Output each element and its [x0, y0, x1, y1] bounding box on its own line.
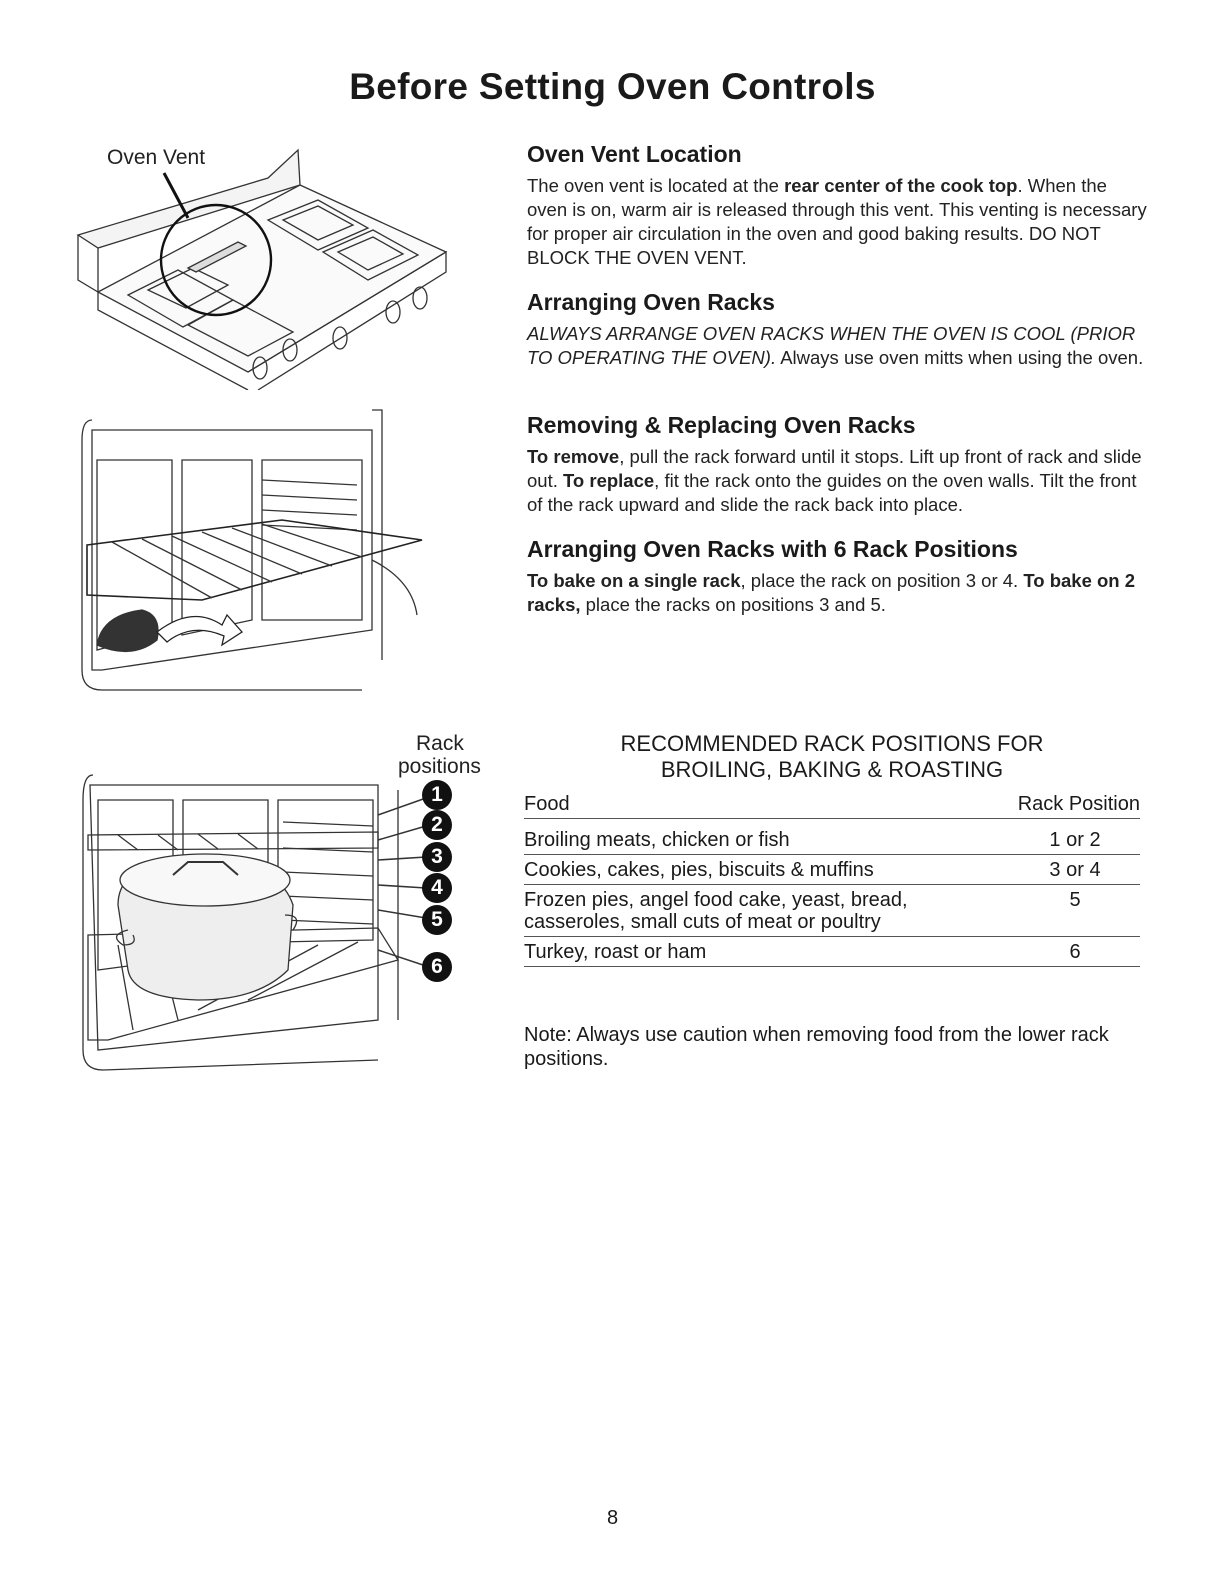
oven-rack-removal-illustration — [72, 400, 432, 700]
table-title-line1: RECOMMENDED RACK POSITIONS FOR — [620, 731, 1044, 756]
body-bold: To remove — [527, 446, 620, 467]
body-bold: To bake on 2 racks, — [527, 570, 1136, 615]
table-title — [524, 731, 1140, 783]
table-row — [524, 937, 1140, 967]
table-row — [524, 885, 1140, 937]
section-body — [527, 445, 1147, 517]
rack-position-badge: 5 — [422, 905, 452, 935]
column-header-food: Food — [524, 789, 1010, 819]
rack-position-badge: 2 — [422, 810, 452, 840]
rack-position-badge: 6 — [422, 952, 452, 982]
body-text: place the racks on positions 3 and 5. — [580, 594, 886, 615]
body-text: , fit the rack onto the guides on the oven walls. Tilt the front of the rack upward and slide the rack back into place. — [527, 470, 1137, 515]
position-cell: 3 or 4 — [1010, 855, 1140, 885]
section-six-positions — [527, 536, 1147, 617]
section-body — [527, 174, 1147, 270]
rack-position-badge: 3 — [422, 842, 452, 872]
rack-label-line1: Rack — [416, 732, 464, 755]
body-text: Always use oven mitts when using the oven. — [776, 347, 1144, 368]
section-removing-replacing — [527, 412, 1147, 517]
section-body — [527, 322, 1147, 370]
section-heading: Removing & Replacing Oven Racks — [527, 412, 916, 438]
body-bold: To replace — [563, 470, 655, 491]
position-cell: 1 or 2 — [1010, 825, 1140, 855]
food-cell: Broiling meats, chicken or fish — [524, 825, 1010, 855]
table-header-row — [524, 789, 1140, 819]
section-arranging-racks — [527, 289, 1147, 370]
rack-position-badge: 1 — [422, 780, 452, 810]
rack-position-badge: 4 — [422, 873, 452, 903]
rack-positions-table — [524, 789, 1140, 967]
position-cell: 6 — [1010, 937, 1140, 967]
body-bold: rear center of the cook top — [784, 175, 1018, 196]
body-text: , pull the rack forward until it stops. Lift up front of rack and slide out. — [527, 446, 1142, 491]
food-cell: Cookies, cakes, pies, biscuits & muffins — [524, 855, 1010, 885]
section-heading: Oven Vent Location — [527, 141, 742, 167]
food-cell: Turkey, roast or ham — [524, 937, 1010, 967]
table-row — [524, 825, 1140, 855]
section-heading: Arranging Oven Racks with 6 Rack Positions — [527, 536, 1018, 562]
page-title: Before Setting Oven Controls — [349, 66, 876, 107]
table-title-line2: BROILING, BAKING & ROASTING — [660, 757, 1004, 782]
table-row — [524, 855, 1140, 885]
cooktop-illustration — [68, 140, 458, 390]
body-text: . When the oven is on, warm air is released through this vent. This venting is necessary for proper air circulation in the oven and good baking results. DO NOT BLOCK THE OVEN VENT. — [527, 175, 1147, 268]
section-oven-vent — [527, 141, 1147, 270]
rack-label-line2: positions — [398, 755, 481, 778]
rack-positions-illustration — [78, 730, 458, 1080]
oven-vent-label: Oven Vent — [107, 146, 206, 169]
section-heading: Arranging Oven Racks — [527, 289, 775, 315]
section-body — [527, 569, 1147, 617]
body-text: , place the rack on position 3 or 4. — [740, 570, 1024, 591]
caution-note: Note: Always use caution when removing food from the lower rack positions. — [524, 1024, 1109, 1070]
body-text: The oven vent is located at the — [527, 175, 785, 196]
food-cell: Frozen pies, angel food cake, yeast, bread, casseroles, small cuts of meat or poultry — [524, 885, 1010, 937]
body-bold: To bake on a single rack — [527, 570, 741, 591]
rack-positions-table-block — [524, 731, 1140, 967]
column-header-rack-position: Rack Position — [1010, 789, 1140, 819]
body-italic: ALWAYS ARRANGE OVEN RACKS WHEN THE OVEN IS COOL (PRIOR TO OPERATING THE OVEN). — [527, 323, 1136, 368]
position-cell: 5 — [1010, 885, 1140, 937]
page-number: 8 — [606, 1507, 619, 1529]
